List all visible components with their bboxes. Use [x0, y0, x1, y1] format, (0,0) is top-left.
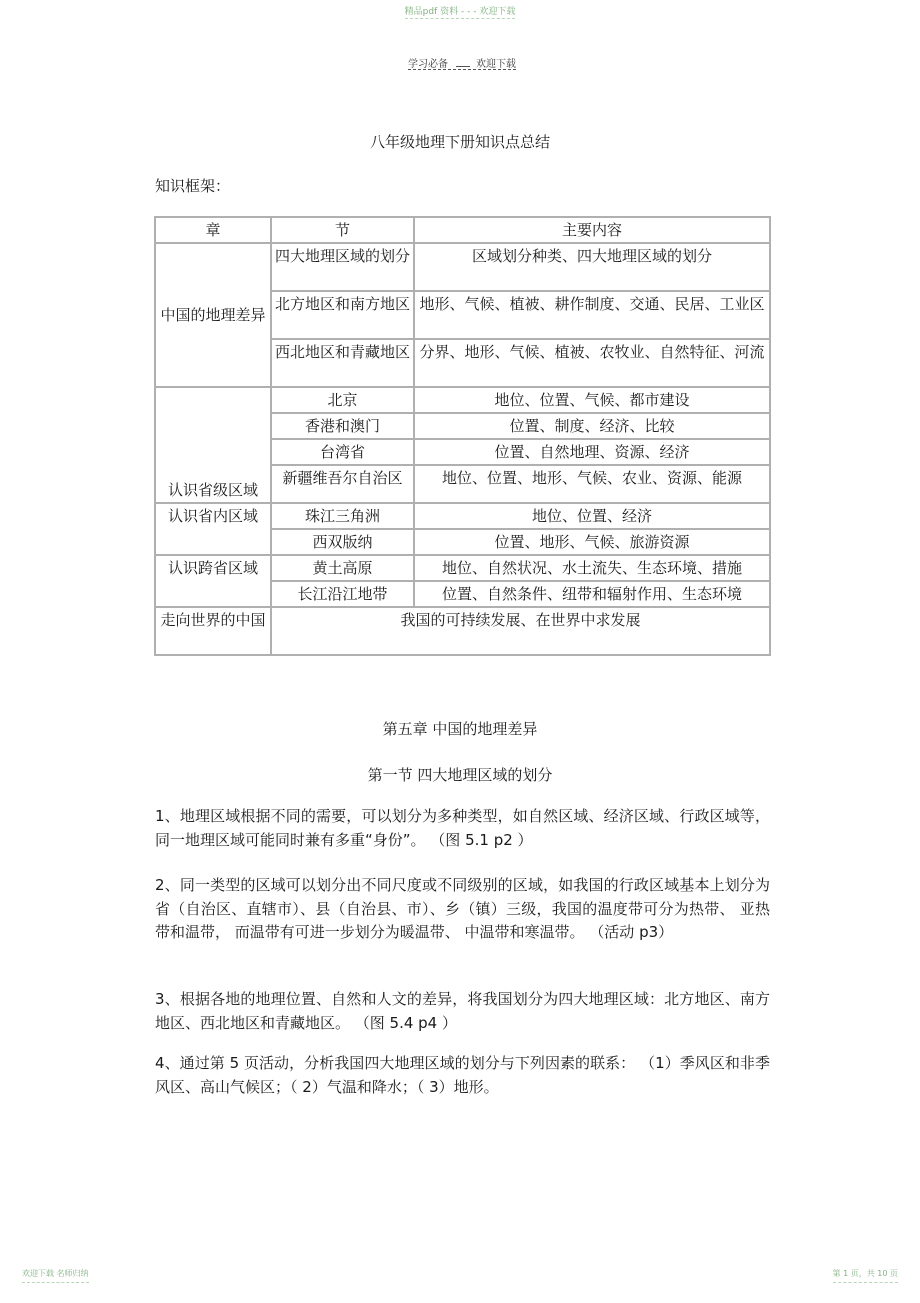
header-chapter: 章 [155, 217, 271, 243]
section-heading: 第一节 四大地理区域的划分 [367, 766, 553, 784]
footer-right [833, 1268, 898, 1283]
paragraph-4: 4、通过第 5 页活动，分析我国四大地理区域的划分与下列因素的联系： （1）季风区和非季风区、高山气候区；（ 2）气温和降水；（ 3）地形。 [155, 1054, 770, 1096]
table-header-row [155, 217, 770, 243]
chapter-cell: 认识省内区域 [155, 503, 271, 555]
content-cell: 地形、气候、植被、耕作制度、交通、民居、工业区 [414, 291, 770, 339]
knowledge-framework-table [154, 216, 771, 656]
table-row [155, 607, 770, 655]
section-cell: 香港和澳门 [271, 413, 414, 439]
paragraph-3: 3、根据各地的地理位置、自然和人文的差异，将我国划分为四大地理区域：北方地区、南方地区、西北地区和青藏地区。 （图 5.4 p4 ） [155, 990, 770, 1032]
footer-left-divider [22, 1282, 89, 1283]
running-header-divider [408, 69, 516, 70]
chapter-heading: 第五章 中国的地理差异 [382, 720, 538, 738]
section-cell: 西北地区和青藏地区 [271, 339, 414, 387]
footer-right-divider [833, 1282, 898, 1283]
content-cell: 我国的可持续发展、在世界中求发展 [271, 607, 770, 655]
footer-left [22, 1268, 89, 1283]
paragraph-1: 1、地理区域根据不同的需要，可以划分为多种类型，如自然区域、经济区域、行政区域等，同一地理区域可能同时兼有多重“身份”。 （图 5.1 p2 ） [155, 807, 770, 849]
section-cell: 四大地理区域的划分 [271, 243, 414, 291]
chapter-cell: 认识跨省区域 [155, 555, 271, 607]
running-header-left: 学习必备 [408, 59, 448, 70]
chapter-cell: 走向世界的中国 [155, 607, 271, 655]
content-cell: 地位、位置、地形、气候、农业、资源、能源 [414, 465, 770, 503]
chapter-cell: 中国的地理差异 [155, 243, 271, 387]
section-cell: 台湾省 [271, 439, 414, 465]
section-cell: 北方地区和南方地区 [271, 291, 414, 339]
content-cell: 区域划分种类、四大地理区域的划分 [414, 243, 770, 291]
table-row [155, 503, 770, 529]
running-header-blank [456, 66, 470, 67]
header-section: 节 [271, 217, 414, 243]
watermark-divider [405, 18, 515, 19]
table-row [155, 387, 770, 413]
content-cell: 分界、地形、气候、植被、农牧业、自然特征、河流 [414, 339, 770, 387]
content-cell: 地位、位置、气候、都市建设 [414, 387, 770, 413]
section-cell: 长江沿江地带 [271, 581, 414, 607]
top-watermark-text: 精品pdf 资料 - - - 欢迎下载 [404, 7, 516, 17]
header-content: 主要内容 [414, 217, 770, 243]
running-header-right: 欢迎下载 [476, 59, 516, 70]
chapter-cell: 认识省级区域 [155, 387, 271, 503]
section-cell: 西双版纳 [271, 529, 414, 555]
document-title: 八年级地理下册知识点总结 [369, 133, 550, 151]
paragraph-2: 2、同一类型的区域可以划分出不同尺度或不同级别的区域，如我国的行政区域基本上划分为省（自治区、直辖市）、县（自治县、市）、乡（镇）三级，我国的温度带可分为热带、 亚热带和温带， 而温带有可进一步划分为暖温带、 中温带和寒温带。 （活动 p3） [155, 876, 770, 941]
content-cell: 位置、制度、经济、比较 [414, 413, 770, 439]
framework-label: 知识框架： [155, 177, 231, 195]
content-cell: 地位、自然状况、水土流失、生态环境、措施 [414, 555, 770, 581]
content-cell: 位置、自然地理、资源、经济 [414, 439, 770, 465]
section-cell: 新疆维吾尔自治区 [271, 465, 414, 503]
section-cell: 珠江三角洲 [271, 503, 414, 529]
section-cell: 黄土高原 [271, 555, 414, 581]
content-cell: 位置、地形、气候、旅游资源 [414, 529, 770, 555]
section-cell: 北京 [271, 387, 414, 413]
table-row [155, 243, 770, 291]
footer-left-text: 欢迎下载 名师归纳 [22, 1269, 89, 1278]
top-watermark [0, 4, 920, 19]
content-cell: 位置、自然条件、纽带和辐射作用、生态环境 [414, 581, 770, 607]
table-row [155, 555, 770, 581]
page-number: 第 1 页，共 10 页 [832, 1269, 898, 1278]
content-cell: 地位、位置、经济 [414, 503, 770, 529]
